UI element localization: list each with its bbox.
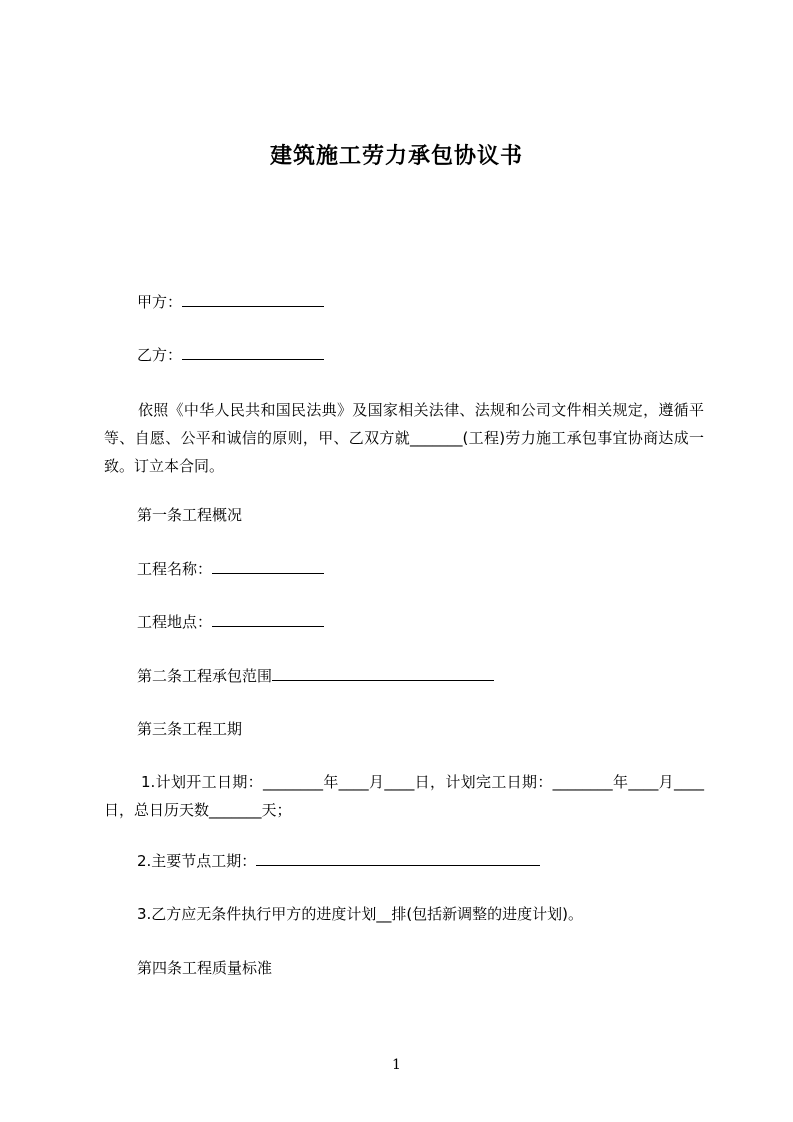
- document-title: 建筑施工劳力承包协议书: [269, 144, 523, 169]
- project-location-line: [137, 612, 324, 632]
- party-b-blank: [182, 345, 324, 360]
- article-1-heading: 第一条工程概况: [137, 506, 243, 524]
- article-2-heading: 第二条工程承包范围: [137, 667, 273, 685]
- schedule-item-2-label: 2.主要节点工期：: [137, 852, 257, 870]
- party-b-line: [137, 345, 324, 365]
- article-2-blank: [272, 666, 494, 681]
- project-location-label: 工程地点：: [137, 613, 213, 631]
- schedule-item-3: 3.乙方应无条件执行甲方的进度计划__排(包括新调整的进度计划)。: [137, 905, 584, 923]
- article-2-line: [137, 666, 494, 686]
- party-a-label: 甲方：: [137, 293, 183, 311]
- intro-paragraph: 依照《中华人民共和国民法典》及国家相关法律、法规和公司文件相关规定，遵循平等、自愿、公平和诚信的原则，甲、乙双方就_______(工程)劳力施工承包事宜协商达成一致。订立本合同。: [104, 401, 704, 475]
- party-a-blank: [182, 292, 324, 307]
- project-name-line: [137, 559, 324, 579]
- schedule-item-2-blank: [256, 851, 540, 866]
- article-4-heading: 第四条工程质量标准: [137, 959, 273, 977]
- page-number: 1: [392, 1057, 401, 1073]
- project-location-blank: [212, 612, 324, 627]
- party-b-label: 乙方：: [137, 346, 183, 364]
- project-name-blank: [212, 559, 324, 574]
- schedule-item-2-line: [137, 851, 540, 871]
- project-name-label: 工程名称：: [137, 560, 213, 578]
- party-a-line: [137, 292, 324, 312]
- schedule-item-1: 1.计划开工日期：________年____月____日，计划完工日期：________年____月____日，总日历天数_______天；: [104, 773, 704, 819]
- article-3-heading: 第三条工程工期: [137, 720, 243, 738]
